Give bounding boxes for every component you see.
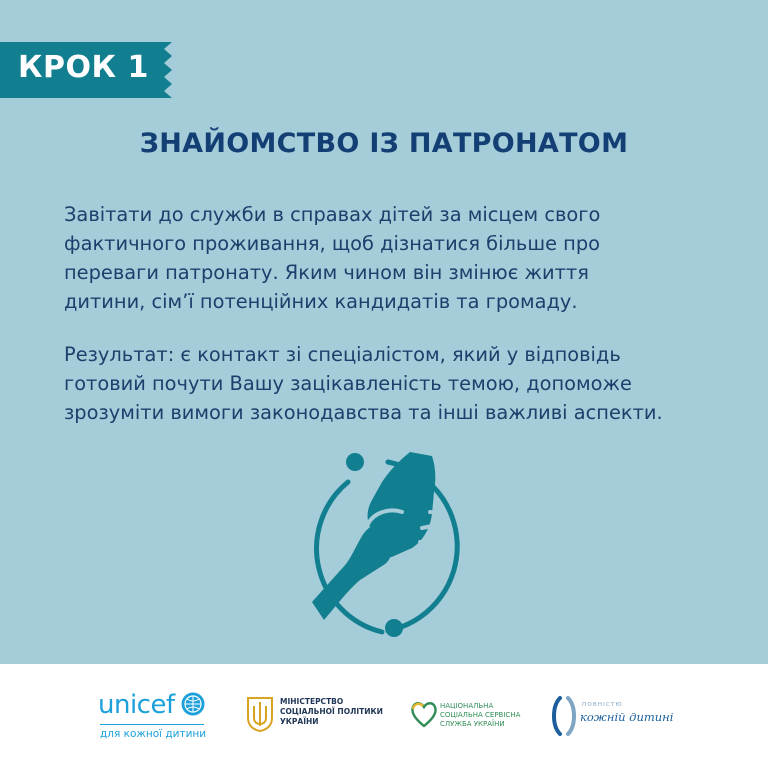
nsss-name-line: СОЦІАЛЬНА СЕРВІСНА [440, 711, 521, 719]
helping-hands-icon [290, 452, 480, 642]
ministry-name-line: УКРАЇНИ [280, 717, 319, 726]
unicef-logo [98, 690, 218, 746]
nsss-logo [410, 700, 520, 734]
unicef-wordmark: unicef [98, 690, 175, 720]
step-label: КРОК 1 [18, 50, 149, 85]
ombudsman-top-line: ПОВНІСТЮ [582, 702, 623, 708]
globe-icon [180, 691, 206, 717]
result-line: готовий почути Вашу зацікавленість темою, допоможе [64, 372, 632, 395]
ministry-name [280, 697, 383, 727]
nsss-name-line: НАЦІОНАЛЬНА [440, 702, 494, 710]
intro-line: переваги патронату. Яким чином він змінює життя [64, 261, 589, 284]
ministry-name-line: СОЦІАЛЬНОЇ ПОЛІТИКИ [280, 707, 383, 716]
ombudsman-logo [550, 696, 690, 736]
unicef-divider [100, 724, 204, 725]
intro-line: дитини, сім’ї потенційних кандидатів та громаду. [64, 290, 578, 313]
step-tag [0, 42, 170, 98]
intro-line: Завітати до служби в справах дітей за місцем свого [64, 203, 601, 226]
brackets-icon [550, 696, 578, 736]
page-title: ЗНАЙОМСТВО ІЗ ПАТРОНАТОМ [139, 128, 629, 159]
result-line: Результат: є контакт зі спеціалістом, який у відповідь [64, 343, 621, 366]
result-paragraph [64, 340, 724, 427]
heart-icon [410, 700, 438, 730]
nsss-name-line: СЛУЖБА УКРАЇНИ [440, 720, 505, 728]
ministry-logo [246, 696, 386, 732]
ministry-name-line: МІНІСТЕРСТВО [280, 697, 344, 706]
intro-line: фактичного проживання, щоб дізнатися більше про [64, 232, 601, 255]
ombudsman-main-line: кожній дитині [580, 710, 674, 724]
nsss-name [440, 702, 520, 729]
unicef-tagline: для кожної дитини [100, 728, 207, 740]
intro-paragraph [64, 200, 724, 316]
result-line: зрозуміти вимоги законодавства та інші важливі аспекти. [64, 401, 663, 424]
trident-icon [246, 696, 274, 732]
